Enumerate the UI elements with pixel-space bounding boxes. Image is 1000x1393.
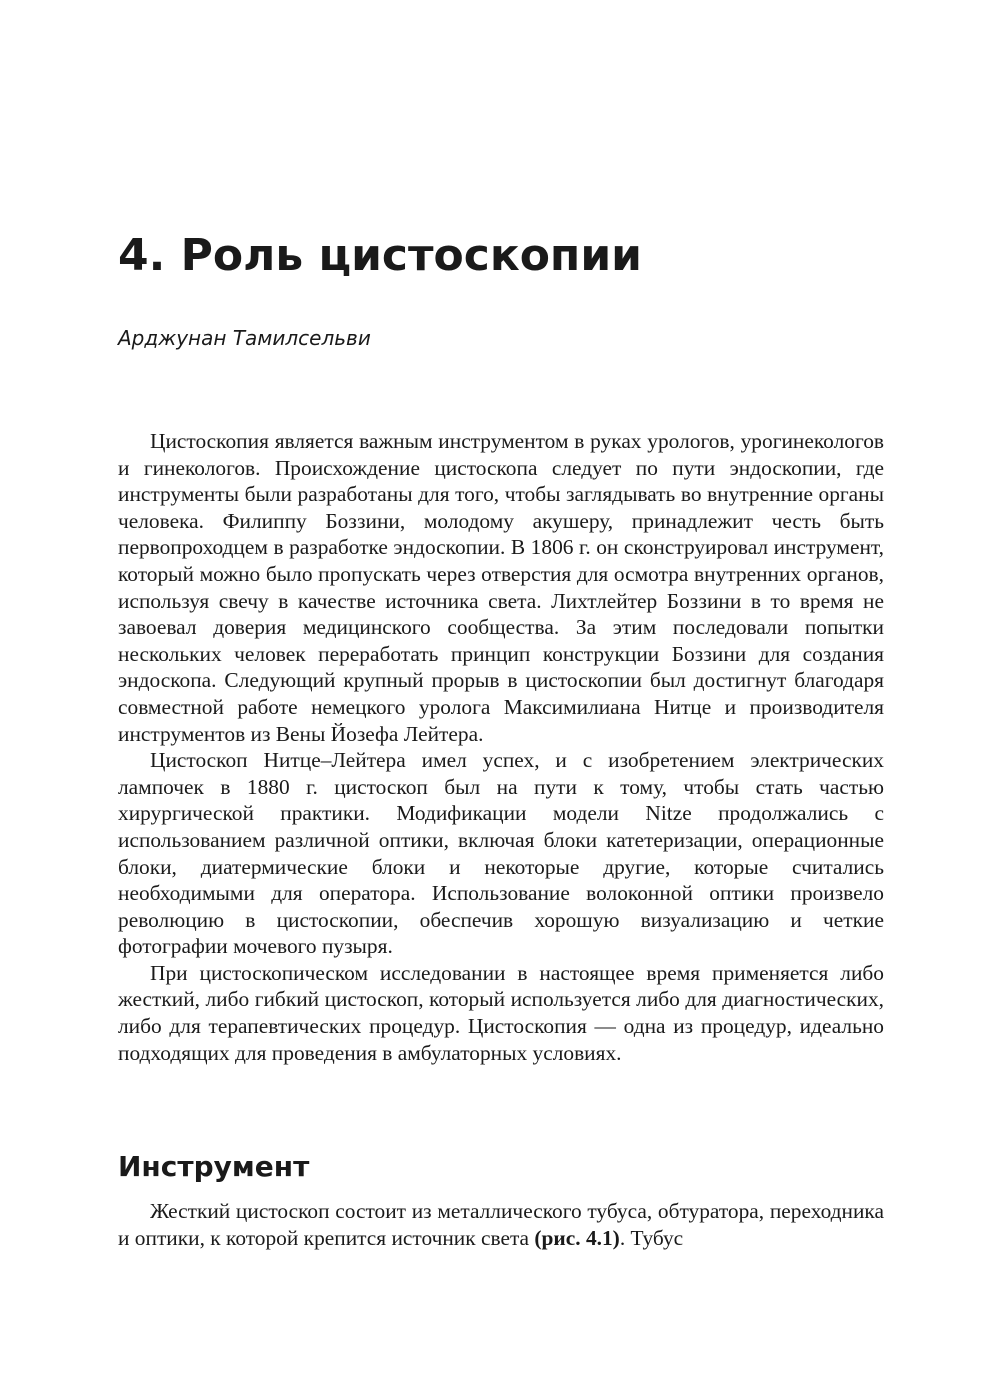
section-text [118,1198,884,1251]
paragraph-text: Жесткий цистоскоп состоит из металлического тубуса, обтуратора, переходника и оптики, к которой крепится источник света [118,1199,884,1250]
intro-text [118,428,884,1066]
chapter-author: Арджунан Тамилсельви [118,326,371,350]
paragraph: Цистоскоп Нитце–Лейтера имел успех, и с изобретением электрических лампочек в 1880 г. цистоскоп был на пути к тому, чтобы стать частью хирургической практики. Модификации модели Nitze продолжались с использованием различной оптики, включая блоки катетеризации, операционные блоки, диатермические блоки и некоторые другие, которые считались необходимыми для оператора. Использование волоконной оптики произвело революцию в цистоскопии, обеспечив хорошую визуализацию и четкие фотографии мочевого пузыря. [118,748,884,959]
figure-reference: (рис. 4.1) [534,1225,620,1250]
paragraph [118,1198,884,1251]
paragraph: При цистоскопическом исследовании в настоящее время применяется либо жесткий, либо гибкий цистоскоп, который используется либо для диагностических, либо для терапевтических процедур. Цистоскопия — одна из процедур, идеально подходящих для проведения в амбулаторных условиях. [118,960,884,1065]
paragraph-text: . Тубус [619,1225,684,1250]
section-title: Инструмент [118,1150,310,1183]
paragraph: Цистоскопия является важным инструментом в руках урологов, урогинекологов и гинекологов. Происхождение цистоскопа следует по пути эндоскопии, где инструменты были разработаны для того, чтобы заглядывать во внутренние органы человека. Филиппу Боззини, молодому акушеру, принадлежит честь быть первопроходцем в разработке эндоскопии. В 1806 г. он сконструировал инструмент, который можно было пропускать через отверстия для осмотра внутренних органов, используя свечу в качестве источника света. Лихтлейтер Боззини в то время не завоевал доверия медицинского сообщества. За этим последовали попытки нескольких человек переработать принцип конструкции Боззини для создания эндоскопа. Следующий крупный прорыв в цистоскопии был достигнут благодаря совместной работе немецкого уролога Максимилиана Нитце и производителя инструментов из Вены Йозефа Лейтера. [118,429,884,746]
chapter-title: 4. Роль цистоскопии [118,230,642,281]
